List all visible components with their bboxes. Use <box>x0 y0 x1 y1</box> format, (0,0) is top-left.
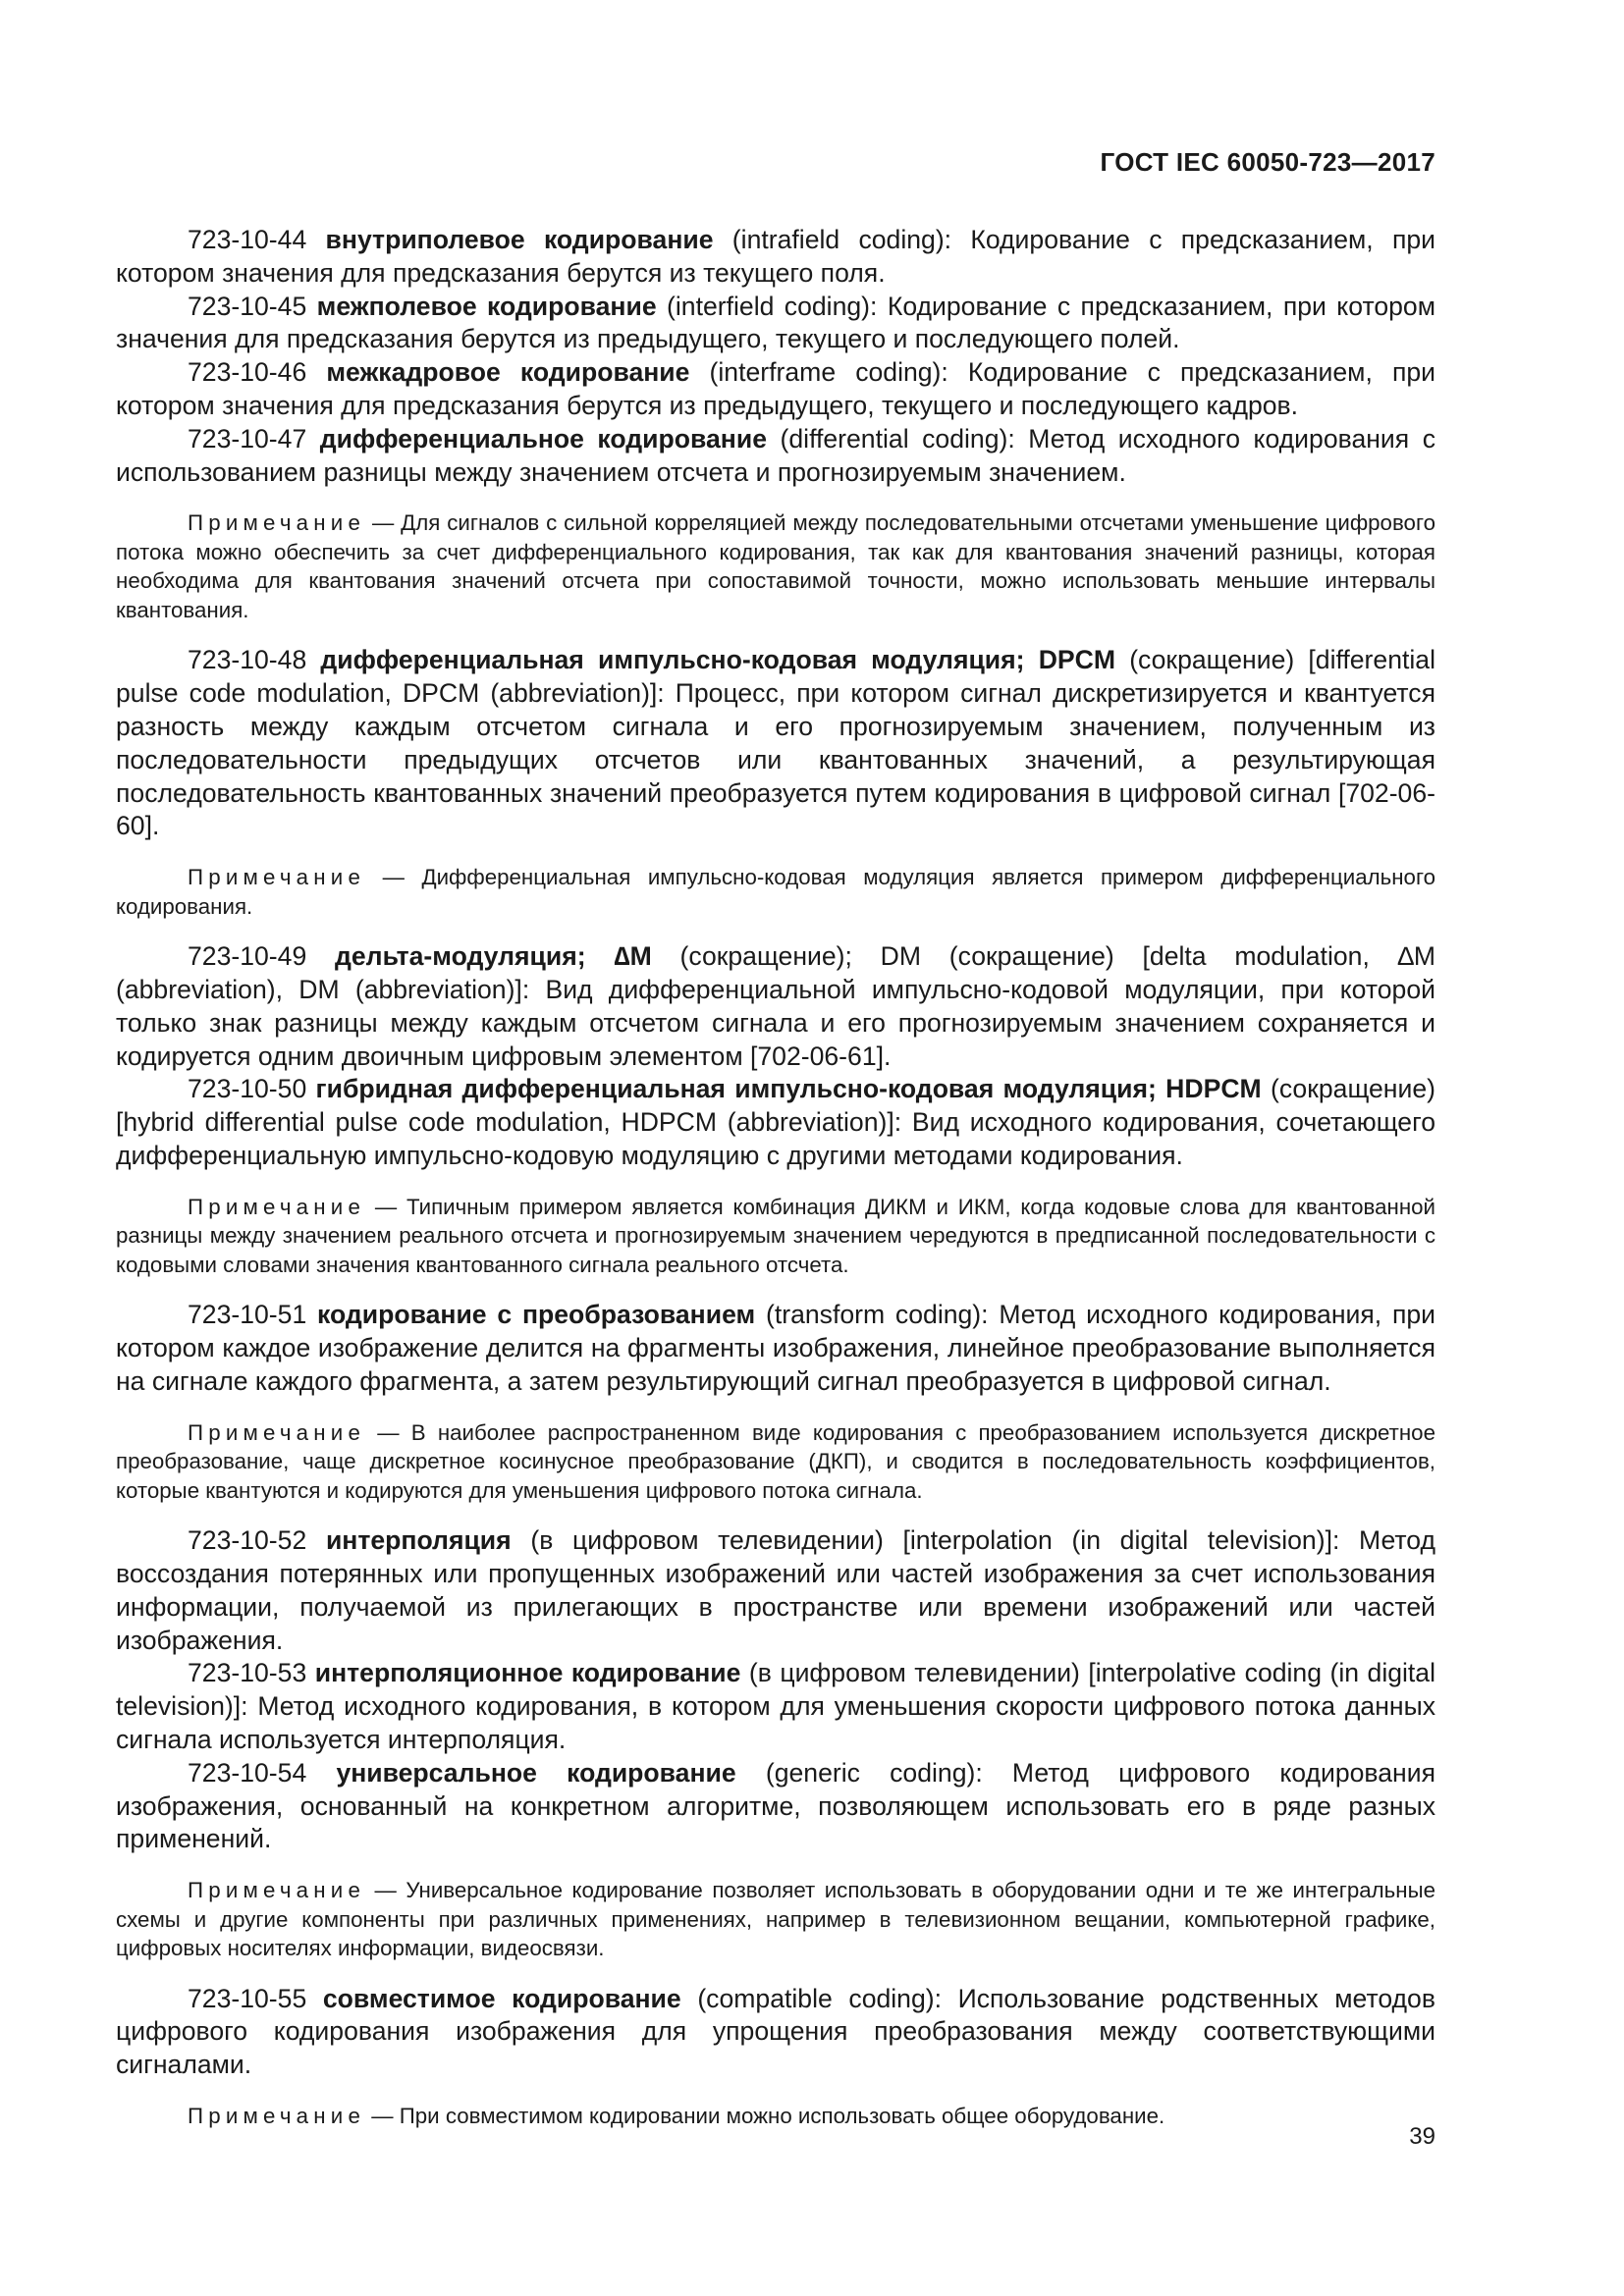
term-number: 723-10-52 <box>188 1525 326 1556</box>
term-entry <box>116 1524 1435 1657</box>
note-text: Дифференциальная импульсно-кодовая модуляция является примером дифференциального кодирования. <box>116 865 1435 919</box>
term-entry <box>116 1983 1435 2082</box>
term-entry <box>116 423 1435 490</box>
document-body <box>116 224 1435 2150</box>
term-number: 723-10-44 <box>188 225 326 254</box>
note-label: Примечание <box>188 865 366 890</box>
term-name: межполевое кодирование <box>316 291 657 321</box>
term-name: дельта-модуляция; ∆M <box>335 941 652 972</box>
term-entry <box>116 224 1435 291</box>
term-definition: (compatible coding): Использование родственных методов цифрового кодирования изображения для упрощения преобразования между соответствующими сигналами. <box>116 1983 1435 2080</box>
term-definition: (в цифровом телевидении) [interpolative coding (in digital television)]: Метод исходного кодирования, в котором для уменьшения скорости цифрового потока данных сигнала используется интерполяция. <box>116 1658 1436 1754</box>
term-name: внутриполевое кодирование <box>325 225 714 254</box>
term-number: 723-10-53 <box>188 1658 315 1688</box>
term-entry <box>116 356 1435 423</box>
note-label: Примечание <box>188 1419 366 1445</box>
document-header: ГОСТ IEC 60050-723—2017 <box>1100 147 1435 177</box>
note-label: Примечание <box>188 1194 366 1219</box>
term-note <box>116 1193 1435 1280</box>
term-entry <box>116 291 1435 357</box>
note-dash: — <box>365 1878 406 1903</box>
term-name: гибридная дифференциальная импульсно-кодовая модуляция; HDPCM <box>315 1074 1262 1104</box>
term-name: межкадровое кодирование <box>326 357 690 388</box>
term-note <box>116 1876 1435 1963</box>
note-label: Примечание <box>188 1878 366 1903</box>
term-number: 723-10-55 <box>188 1983 323 2013</box>
term-entry <box>116 1073 1435 1172</box>
term-definition: (generic coding): Метод цифрового кодирования изображения, основанный на конкретном алгоритме, позволяющем использовать его в ряде разных применений. <box>116 1757 1435 1854</box>
term-definition: (differential coding): Метод исходного кодирования с использованием разницы между значением отсчета и прогнозируемым значением. <box>116 423 1435 487</box>
term-note <box>116 1418 1435 1506</box>
note-text: Для сигналов с сильной корреляцией между последовательными отсчетами уменьшение цифрового потока можно обеспечить за счет дифференциального кодирования, так как для квантования значений разницы, которая необходима для квантования значений отсчета при сопоставимой точности, можно использовать меньшие интервалы квантования. <box>116 510 1435 622</box>
term-definition: (сокращение) [differential pulse code modulation, DPCM (abbreviation)]: Процесс, при котором сигнал дискретизируется и квантуется разность между каждым отсчетом сигнала и его прогнозируемым значением, полученным из последовательности предыдущих отсчетов или квантованных значений, а результирующая последовательность квантованных значений преобразуется путем кодирования в цифровой сигнал [702-06-60]. <box>116 645 1435 841</box>
term-entry <box>116 1657 1435 1756</box>
term-definition: (сокращение); DM (сокращение) [delta modulation, ∆M (abbreviation), DM (abbreviation)]: Вид дифференциальной импульсно-кодовой модуляции, при которой только знак разницы между каждым отсчетом сигнала и его прогнозируемым значением сохраняется и кодируется одним двоичным цифровым элементом [702-06-61]. <box>116 941 1435 1071</box>
term-note <box>116 508 1435 624</box>
note-text: Универсальное кодирование позволяет использовать в оборудовании одни и те же интегральные схемы и другие компоненты при различных применениях, например в телевизионном вещании, компьютерной графике, цифровых носителях информации, видеосвязи. <box>116 1878 1435 1961</box>
term-number: 723-10-51 <box>188 1300 318 1330</box>
term-definition: (interframe coding): Кодирование с предсказанием, при котором значения для предсказания берутся из предыдущего, текущего и последующего кадров. <box>116 357 1435 420</box>
note-label: Примечание <box>188 2103 366 2128</box>
term-number: 723-10-48 <box>188 645 321 675</box>
term-definition: (transform coding): Метод исходного кодирования, при котором каждое изображение делится на фрагменты изображения, линейное преобразование выполняется на сигнале каждого фрагмента, а затем результирующий сигнал преобразуется в цифровой сигнал. <box>116 1300 1435 1396</box>
term-entry <box>116 940 1435 1073</box>
term-number: 723-10-54 <box>188 1757 337 1788</box>
term-name: дифференциальная импульсно-кодовая модуляция; DPCM <box>320 645 1116 675</box>
note-dash: — <box>365 2103 400 2128</box>
term-definition: (в цифровом телевидении) [interpolation (in digital television)]: Метод воссоздания потерянных или пропущенных изображений или частей изображения за счет использования информации, получаемой из прилегающих в пространстве или времени изображений или частей изображения. <box>116 1525 1435 1655</box>
term-entry <box>116 644 1435 843</box>
note-text: При совместимом кодировании можно использовать общее оборудование. <box>399 2103 1165 2128</box>
term-definition: (interfield coding): Кодирование с предсказанием, при котором значения для предсказания берутся из предыдущего, текущего и последующего полей. <box>116 291 1435 354</box>
term-definition: (intrafield coding): Кодирование с предсказанием, при котором значения для предсказания берутся из текущего поля. <box>116 225 1436 288</box>
note-label: Примечание <box>188 510 366 536</box>
note-dash: — <box>365 1419 411 1445</box>
page-number: 39 <box>1409 2123 1435 2150</box>
note-dash: — <box>365 510 402 536</box>
term-entry <box>116 1299 1435 1398</box>
term-entry <box>116 1757 1435 1856</box>
term-number: 723-10-46 <box>188 357 327 388</box>
note-dash: — <box>365 865 422 890</box>
term-name: совместимое кодирование <box>322 1983 681 2013</box>
note-text: В наиболее распространенном виде кодирования с преобразованием используется дискретное преобразование, чаще дискретное косинусное преобразование (ДКП), и сводится в последовательность коэффициентов, которые квантуются и кодируются для уменьшения цифрового потока сигнала. <box>116 1419 1435 1503</box>
term-definition: (сокращение) [hybrid differential pulse code modulation, HDPCM (abbreviation)]: Вид исходного кодирования, сочетающего дифференциальную импульсно-кодовую модуляцию с другими методами кодирования. <box>116 1074 1435 1170</box>
note-dash: — <box>365 1194 406 1219</box>
term-name: интерполяция <box>325 1525 512 1556</box>
term-name: универсальное кодирование <box>336 1757 736 1788</box>
term-name: дифференциальное кодирование <box>319 423 767 454</box>
term-number: 723-10-49 <box>188 941 335 972</box>
term-number: 723-10-47 <box>188 423 320 454</box>
term-name: кодирование с преобразованием <box>317 1300 756 1330</box>
term-note <box>116 863 1435 921</box>
note-text: Типичным примером является комбинация ДИКМ и ИКМ, когда кодовые слова для квантованной разницы между значением реального отсчета и прогнозируемым значением чередуются в предписанной последовательности с кодовыми словами значения квантованного сигнала реального отсчета. <box>116 1194 1436 1277</box>
term-number: 723-10-50 <box>188 1074 316 1104</box>
term-number: 723-10-45 <box>188 291 317 321</box>
term-name: интерполяционное кодирование <box>314 1658 741 1688</box>
term-note <box>116 2102 1435 2131</box>
